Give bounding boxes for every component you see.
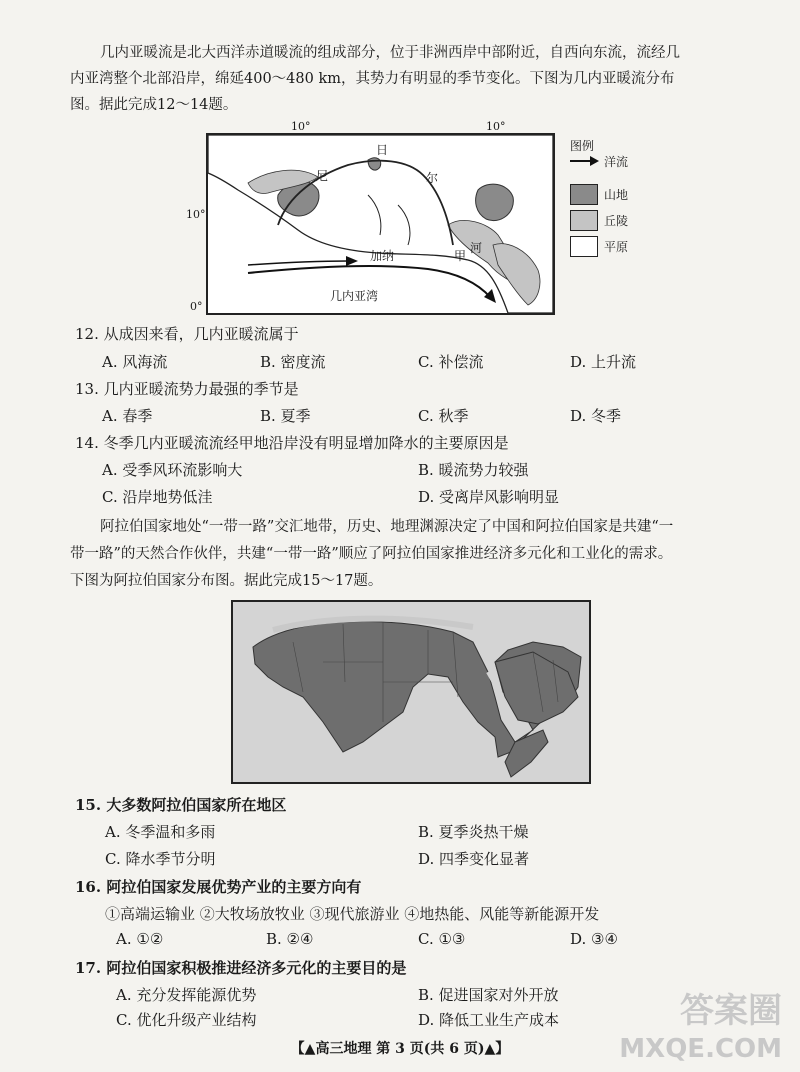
map1-label-ghana: 加纳 — [370, 249, 395, 263]
map1-legend — [568, 137, 648, 267]
q12-option-b: B. 密度流 — [260, 353, 326, 371]
q14-option-d: D. 受离岸风影响明显 — [418, 488, 560, 506]
q15-option-b: B. 夏季炎热干燥 — [418, 823, 529, 841]
arab-countries-map-svg — [233, 602, 589, 782]
mountain-east — [476, 184, 514, 220]
map1-label-he: 河 — [470, 241, 483, 255]
q16-option-d: D. ③④ — [570, 930, 618, 948]
q17-stem: 17. 阿拉伯国家积极推进经济多元化的主要目的是 — [75, 959, 407, 977]
q16-option-b: B. ②④ — [266, 930, 314, 948]
current-arrow-icon — [570, 156, 600, 166]
q16-option-a: A. ①② — [116, 930, 164, 948]
intro2-line2: 带一路”的天然合作伙伴，共建“一带一路”顺应了阿拉伯国家推进经济多元化和工业化的需求。 — [70, 546, 673, 562]
guinea-current-arrowhead — [484, 289, 496, 303]
map1-lon-left: 10° — [291, 120, 311, 133]
map1-label-er: 尔 — [426, 171, 439, 185]
q12-stem: 12. 从成因来看，几内亚暖流属于 — [75, 325, 299, 343]
q14-option-b: B. 暖流势力较强 — [418, 461, 529, 479]
intro2-line3: 下图为阿拉伯国家分布图。据此完成15～17题。 — [70, 573, 383, 589]
q15-option-a: A. 冬季温和多雨 — [105, 823, 216, 841]
guinea-current-map — [206, 133, 555, 315]
q13-stem: 13. 几内亚暖流势力最强的季节是 — [75, 380, 299, 398]
q13-option-b: B. 夏季 — [260, 407, 311, 425]
q15-option-d: D. 四季变化显著 — [418, 850, 530, 868]
current-upper-line — [248, 261, 348, 265]
legend-mountain-swatch — [570, 184, 598, 205]
q12-option-d: D. 上升流 — [570, 353, 637, 371]
watermark-url: MXQE.COM — [619, 1034, 782, 1064]
q17-option-d: D. 降低工业生产成本 — [418, 1011, 560, 1029]
intro1-line2: 内亚湾整个北部沿岸，绵延400～480 km，其势力有明显的季节变化。下图为几内亚暖流分布 — [70, 71, 675, 87]
q16-items: ①高端运输业 ②大牧场放牧业 ③现代旅游业 ④地热能、风能等新能源开发 — [105, 905, 600, 923]
q16-stem: 16. 阿拉伯国家发展优势产业的主要方向有 — [75, 878, 362, 896]
guinea-current-map-svg — [208, 135, 553, 313]
q14-stem: 14. 冬季几内亚暖流流经甲地沿岸没有明显增加降水的主要原因是 — [75, 434, 509, 452]
q12-option-a: A. 风海流 — [102, 353, 168, 371]
q13-option-a: A. 春季 — [102, 407, 153, 425]
legend-plain-swatch — [570, 236, 598, 257]
q14-option-a: A. 受季风环流影响大 — [102, 461, 243, 479]
arab-countries-map — [231, 600, 591, 784]
q13-option-c: C. 秋季 — [418, 407, 469, 425]
intro2-line1: 阿拉伯国家地处“一带一路”交汇地带，历史、地理渊源决定了中国和阿拉伯国家是共建“一 — [100, 519, 674, 535]
map1-lat-top: 10° — [186, 208, 206, 221]
q17-option-b: B. 促进国家对外开放 — [418, 986, 559, 1004]
map1-label-ri: 日 — [376, 143, 389, 157]
map1-label-gulf: 几内亚湾 — [330, 289, 379, 303]
q17-option-c: C. 优化升级产业结构 — [116, 1011, 257, 1029]
q14-option-c: C. 沿岸地势低洼 — [102, 488, 213, 506]
current-upper-arrowhead — [346, 256, 358, 266]
map1-lon-right: 10° — [486, 120, 506, 133]
legend-hill-swatch — [570, 210, 598, 231]
intro1-line3: 图。据此完成12～14题。 — [70, 97, 238, 113]
legend-plain-label: 平原 — [604, 240, 629, 254]
map1-lat-bottom: 0° — [190, 300, 203, 313]
q13-option-d: D. 冬季 — [570, 407, 622, 425]
map1-label-jia: 甲 — [454, 249, 467, 263]
q15-option-c: C. 降水季节分明 — [105, 850, 216, 868]
q15-stem: 15. 大多数阿拉伯国家所在地区 — [75, 796, 287, 814]
page-footer: 【▲高三地理 第 3 页(共 6 页)▲】 — [290, 1041, 510, 1057]
legend-title: 图例 — [570, 139, 595, 153]
legend-mountain-label: 山地 — [604, 188, 629, 202]
legend-current-label: 洋流 — [604, 155, 629, 169]
intro1-line1: 几内亚暖流是北大西洋赤道暖流的组成部分，位于非洲西岸中部附近，自西向东流，流经几 — [100, 45, 680, 61]
map1-label-ni: 尼 — [316, 169, 329, 183]
q17-option-a: A. 充分发挥能源优势 — [116, 986, 257, 1004]
q16-option-c: C. ①③ — [418, 930, 466, 948]
q12-option-c: C. 补偿流 — [418, 353, 484, 371]
watermark-logo: 答案圈 — [680, 991, 782, 1031]
legend-hill-label: 丘陵 — [604, 214, 629, 228]
